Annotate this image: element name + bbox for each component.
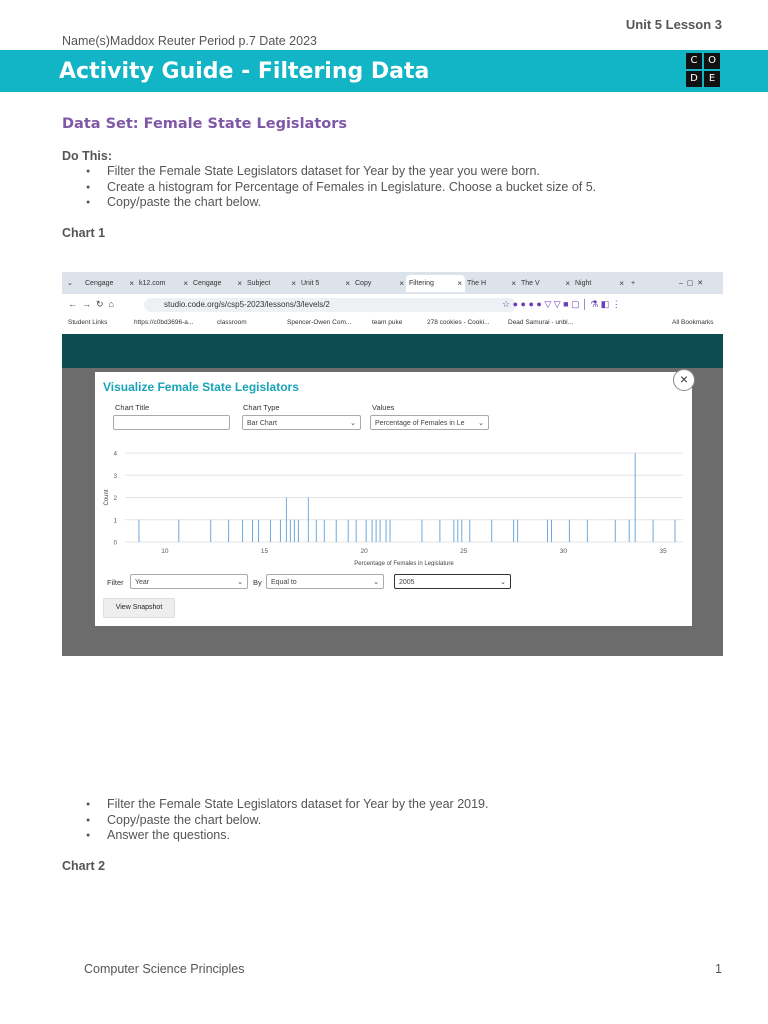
x-tick-label: 30	[559, 548, 568, 555]
list-item: ● Copy/paste the chart below.	[62, 195, 596, 211]
bookmark-item[interactable]: Student Links	[68, 319, 108, 326]
browser-tab-strip	[62, 272, 723, 294]
x-axis-label: Percentage of Females in Legislature	[354, 561, 454, 566]
browser-tab-active[interactable]: Filtering ×	[406, 275, 465, 292]
y-tick-label: 2	[113, 496, 117, 502]
y-axis-label: Count	[104, 489, 110, 506]
title-banner	[0, 50, 768, 92]
browser-tab[interactable]: Night ×	[572, 275, 627, 292]
filter-label: Filter	[107, 578, 124, 587]
name-period-date: Name(s)Maddox Reuter Period p.7 Date 2023	[62, 34, 317, 48]
close-icon: ×	[237, 279, 242, 288]
values-select[interactable]: Percentage of Females in Le ⌄	[370, 415, 489, 430]
y-tick-label: 4	[113, 451, 117, 458]
page-title: Activity Guide - Filtering Data	[59, 59, 430, 84]
filter-column-select[interactable]: Year ⌄	[130, 574, 248, 589]
browser-tab[interactable]: Unit 5 ×	[298, 275, 353, 292]
close-icon: ×	[129, 279, 134, 288]
browser-tab[interactable]: The H ×	[464, 275, 519, 292]
close-icon: ×	[619, 279, 624, 288]
extension-icons[interactable]: ☆ ● ● ● ● ▽ ▽ ■ ▢ │ ⚗ ◧ ⋮	[502, 299, 621, 309]
logo-letter: E	[704, 71, 720, 87]
chevron-down-icon: ⌄	[478, 420, 484, 427]
chart-type-select[interactable]: Bar Chart ⌄	[242, 415, 361, 430]
new-tab-icon[interactable]: +	[631, 280, 636, 287]
code-logo	[686, 53, 722, 89]
x-tick-label: 15	[260, 548, 269, 555]
close-icon: ×	[399, 279, 404, 288]
y-tick-label: 0	[113, 540, 117, 547]
bookmark-item[interactable]: https://c0bd3696-a...	[134, 319, 194, 326]
instruction-list-2	[62, 797, 488, 844]
list-item: ● Filter the Female State Legislators dataset for Year by the year you were born.	[62, 164, 596, 180]
list-item: ● Answer the questions.	[62, 828, 488, 844]
filter-operator-select[interactable]: Equal to ⌄	[266, 574, 384, 589]
section-title: Data Set: Female State Legislators	[62, 116, 347, 132]
chevron-down-icon: ⌄	[350, 420, 356, 427]
close-icon: ×	[565, 279, 570, 288]
close-icon: ×	[511, 279, 516, 288]
pasted-screenshot	[62, 272, 723, 656]
values-label: Values	[372, 403, 395, 412]
list-item: ● Copy/paste the chart below.	[62, 813, 488, 829]
browser-tab[interactable]: Subject ×	[244, 275, 299, 292]
list-item: ● Create a histogram for Percentage of Females in Legislature. Choose a bucket size of 5.	[62, 180, 596, 196]
histogram-chart	[95, 436, 692, 566]
browser-tab[interactable]: Cengage ×	[190, 275, 245, 292]
modal-title: Visualize Female State Legislators	[103, 380, 299, 394]
do-this-label: Do This:	[62, 149, 112, 163]
bookmark-item[interactable]: team puke	[372, 319, 403, 326]
close-icon[interactable]: ×	[673, 369, 695, 391]
instruction-list-1	[62, 164, 596, 211]
list-item: ● Filter the Female State Legislators dataset for Year by the year 2019.	[62, 797, 488, 813]
unit-lesson: Unit 5 Lesson 3	[625, 17, 722, 32]
browser-tab[interactable]: Copy ×	[352, 275, 407, 292]
address-bar-row	[62, 294, 723, 316]
chart-title-label: Chart Title	[115, 403, 150, 412]
x-tick-label: 25	[460, 548, 468, 555]
bookmark-item[interactable]: classroom	[217, 319, 247, 326]
chart-type-label: Chart Type	[243, 403, 280, 412]
logo-letter: O	[704, 53, 720, 69]
bookmark-item[interactable]: All Bookmarks	[672, 319, 714, 326]
app-header-dimmed	[62, 334, 723, 368]
chevron-down-icon: ⌄	[373, 579, 379, 586]
nav-icons[interactable]: ← → ↻ ⌂	[68, 299, 114, 309]
bookmark-item[interactable]: Spencer-Owen Com...	[287, 319, 352, 326]
browser-tab[interactable]: k12.com ×	[136, 275, 191, 292]
chart2-label: Chart 2	[62, 859, 106, 873]
close-icon: ×	[345, 279, 350, 288]
y-tick-label: 3	[113, 473, 117, 480]
filter-value-select[interactable]: 2005 ⌄	[394, 574, 511, 589]
view-snapshot-button[interactable]: View Snapshot	[103, 598, 175, 618]
chart-title-input[interactable]	[113, 415, 230, 430]
x-tick-label: 20	[360, 548, 368, 555]
close-icon: ×	[291, 279, 296, 288]
tab-search-icon[interactable]: ⌄	[67, 280, 73, 287]
logo-letter: D	[686, 71, 702, 87]
close-icon: ×	[183, 279, 188, 288]
chart1-label: Chart 1	[62, 226, 106, 240]
footer-course: Computer Science Principles	[84, 962, 245, 976]
browser-tab[interactable]: The V ×	[518, 275, 573, 292]
visualize-modal	[95, 372, 692, 626]
window-controls[interactable]: – ▢ ✕	[679, 280, 704, 287]
bookmarks-bar	[62, 316, 723, 335]
page-number: 1	[715, 962, 722, 976]
logo-letter: C	[686, 53, 702, 69]
chevron-down-icon: ⌄	[237, 579, 243, 586]
bookmark-item[interactable]: Dead Samurai - unbl...	[508, 319, 574, 326]
bookmark-item[interactable]: 278 cookies - Cooki...	[427, 319, 490, 326]
x-tick-label: 35	[659, 548, 667, 555]
url-input[interactable]: studio.code.org/s/csp5-2023/lessons/3/levels/2	[144, 298, 516, 312]
chevron-down-icon: ⌄	[500, 579, 506, 586]
x-tick-label: 10	[161, 548, 169, 555]
browser-tab[interactable]: Cengage ×	[82, 275, 137, 292]
by-label: By	[253, 578, 262, 587]
close-icon: ×	[457, 279, 462, 288]
y-tick-label: 1	[113, 518, 117, 525]
